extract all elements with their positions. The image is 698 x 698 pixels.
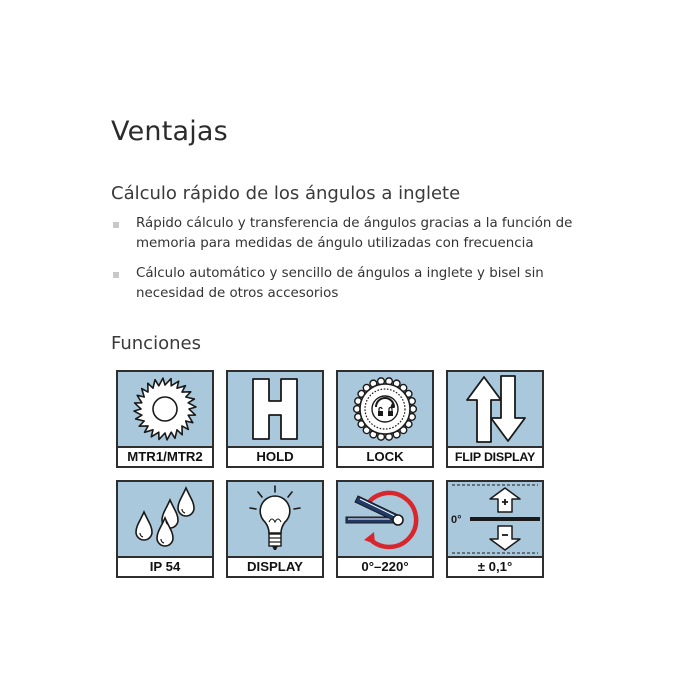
tile-precision — [446, 480, 544, 578]
tile-angle-range — [336, 480, 434, 578]
saw-blade-icon — [118, 372, 212, 446]
tile-label: 0°–220° — [338, 558, 432, 576]
hold-letter-icon — [228, 372, 322, 446]
tile-label: DISPLAY — [228, 558, 322, 576]
tile-ip54 — [116, 480, 214, 578]
bullet-square-icon — [113, 272, 119, 278]
bullet-square-icon — [113, 222, 119, 228]
tile-lock — [336, 370, 434, 468]
angle-range-icon — [338, 482, 432, 556]
tile-flip-display — [446, 370, 544, 468]
tile-label: MTR1/MTR2 — [118, 448, 212, 466]
page-title: Ventajas — [111, 116, 228, 147]
light-bulb-icon — [228, 482, 322, 556]
tile-hold — [226, 370, 324, 468]
section-title-funciones: Funciones — [111, 333, 201, 354]
tile-label: FLIP DISPLAY — [448, 448, 542, 466]
list-item — [111, 214, 591, 253]
precision-level-icon — [448, 482, 542, 556]
water-drops-icon — [118, 482, 212, 556]
functions-grid — [116, 370, 548, 582]
tile-label: HOLD — [228, 448, 322, 466]
benefits-list — [111, 214, 591, 314]
tile-label: LOCK — [338, 448, 432, 466]
list-item — [111, 264, 591, 303]
bullet-text: Cálculo automático y sencillo de ángulos a inglete y bisel sin necesidad de otros accesorios — [136, 266, 544, 301]
flip-arrows-icon — [448, 372, 542, 446]
section-title-calculo: Cálculo rápido de los ángulos a inglete — [111, 183, 461, 204]
tile-mtr — [116, 370, 214, 468]
tile-label: IP 54 — [118, 558, 212, 576]
bullet-text: Rápido cálculo y transferencia de ángulos gracias a la función de memoria para medidas de ángulo utilizadas con frecuencia — [136, 216, 573, 251]
svg-text:0°: 0° — [451, 514, 462, 526]
lock-dial-icon — [338, 372, 432, 446]
tile-label: ± 0,1° — [448, 558, 542, 576]
tile-display — [226, 480, 324, 578]
